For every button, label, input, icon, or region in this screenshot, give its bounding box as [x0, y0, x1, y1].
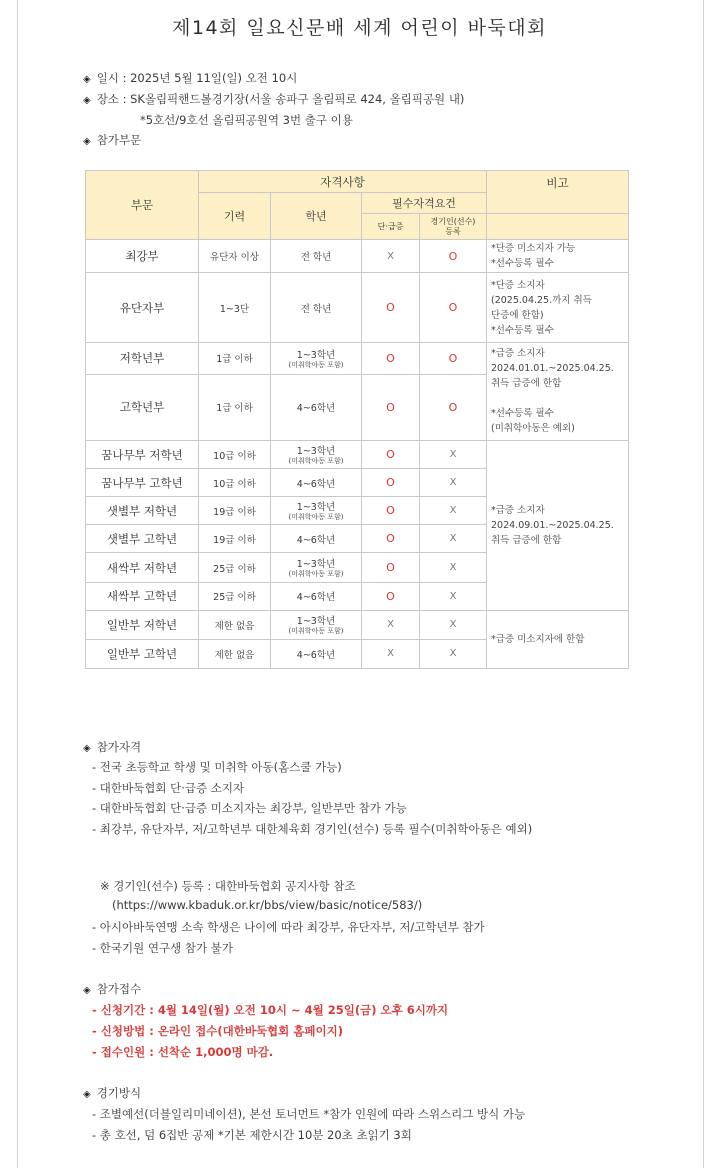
division-cell: 샛별부 고학년: [86, 525, 199, 553]
registration-heading: [83, 981, 141, 997]
remark-line: 취득 급증에 한함: [491, 534, 562, 546]
remark-line: [491, 391, 628, 406]
header-athlete: [420, 214, 487, 240]
skill-cell: 19급 이하: [199, 525, 271, 553]
grade-cell: 4~6학년: [271, 525, 362, 553]
grade-text: 1~3학년: [296, 349, 336, 361]
cert-mark: X: [362, 610, 420, 639]
division-heading: [83, 132, 141, 148]
remark-line: 2024.01.01.~2025.04.25.: [491, 363, 614, 375]
grade-cell: [271, 342, 362, 374]
remark-line: 2024.09.01.~2025.04.25.: [491, 519, 614, 531]
skill-cell: 유단자 이상: [199, 240, 271, 273]
grade-text: 1~3학년: [296, 616, 336, 628]
athlete-mark: X: [420, 497, 487, 525]
diamond-icon: ◈: [83, 1089, 91, 1100]
grade-note: (미취학아동 포함): [288, 457, 344, 466]
division-cell: 꿈나무부 고학년: [86, 469, 199, 497]
skill-cell: 제한 없음: [199, 639, 271, 668]
division-cell: 최강부: [86, 240, 199, 273]
remark-cell-4: [487, 441, 629, 611]
diamond-icon: ◈: [83, 95, 91, 106]
remark-line: (2025.04.25.까지 취득: [491, 294, 592, 306]
cert-mark: O: [362, 553, 420, 582]
division-cell: 새싹부 저학년: [86, 553, 199, 582]
grade-cell: 4~6학년: [271, 469, 362, 497]
skill-cell: 제한 없음: [199, 610, 271, 639]
remark-line: *급증 미소지자에 한함: [491, 633, 585, 645]
grade-text: 1~3학년: [296, 559, 336, 571]
cert-mark: O: [362, 469, 420, 497]
header-remark-blank: [487, 214, 629, 240]
notice-url-link[interactable]: (https://www.kbaduk.or.kr/bbs/view/basic/notice/583/): [112, 898, 423, 912]
remark-line: *급증 소지자: [491, 504, 545, 516]
division-cell: 새싹부 고학년: [86, 582, 199, 610]
table-row: [86, 441, 629, 469]
cert-mark: O: [362, 497, 420, 525]
header-required: 필수자격요건: [362, 193, 487, 214]
place-sub-text: *5호선/9호선 올림픽공원역 3번 출구 이용: [140, 113, 353, 127]
grade-cell: [271, 553, 362, 582]
remark-line: *단증 미소지자 가능: [491, 243, 576, 255]
grade-text: 1~3학년: [296, 446, 336, 458]
remark-line: *선수등록 필수: [491, 258, 554, 270]
place-text: 장소 : SK올림픽핸드볼경기장(서울 송파구 올림픽로 424, 올림픽공원 내): [96, 92, 465, 106]
table-row: [86, 610, 629, 639]
eligibility-item: - 한국기원 연구생 참가 불가: [92, 941, 233, 955]
page-border-left: [17, 0, 18, 1168]
cert-mark: O: [362, 374, 420, 440]
division-table: [85, 170, 629, 669]
eligibility-heading: [83, 739, 141, 755]
grade-text: 1~3학년: [296, 502, 336, 514]
athlete-mark: X: [420, 582, 487, 610]
remark-line: 단증에 한함): [491, 309, 544, 321]
registration-capacity: - 접수인원 : 선착순 1,000명 마감.: [92, 1045, 274, 1059]
athlete-mark: O: [420, 240, 487, 273]
diamond-icon: ◈: [83, 136, 91, 147]
skill-cell: 25급 이하: [199, 582, 271, 610]
skill-cell: 25급 이하: [199, 553, 271, 582]
header-grade: 학년: [271, 193, 362, 240]
eligibility-item: - 전국 초등학교 학생 및 미취학 아동(홈스쿨 가능): [92, 760, 342, 774]
cert-mark: O: [362, 582, 420, 610]
athlete-mark: X: [420, 639, 487, 668]
registration-period: - 신청기간 : 4월 14일(월) 오전 10시 ~ 4월 25일(금) 오후 6시까지: [92, 1003, 449, 1017]
eligibility-item: - 대한바둑협회 단·급증 미소지자는 최강부, 일반부만 참가 가능: [92, 801, 407, 815]
eligibility-item: - 최강부, 유단자부, 저/고학년부 대한체육회 경기인(선수) 등록 필수(미취학아동은 예외): [92, 822, 533, 836]
remark-line: (미취학아동은 예외): [491, 423, 575, 435]
division-heading-text: 참가부문: [96, 133, 142, 147]
grade-cell: 4~6학년: [271, 639, 362, 668]
grade-note: (미취학아동 포함): [288, 360, 344, 369]
header-athlete-line1: 경기인(선수): [430, 216, 476, 226]
remark-line: *선수등록 필수: [491, 408, 554, 420]
athlete-mark: X: [420, 553, 487, 582]
grade-cell: 4~6학년: [271, 582, 362, 610]
remark-cell-1: [487, 240, 629, 273]
page-title: 제14회 일요신문배 세계 어린이 바둑대회: [172, 17, 547, 39]
format-item: - 조별예선(더블일리미네이션), 본선 토너먼트 *참가 인원에 따라 스위스리그 방식 가능: [92, 1107, 526, 1121]
remark-line: 취득 급증에 한함: [491, 378, 562, 390]
registration-method: - 신청방법 : 온라인 접수(대한바둑협회 홈페이지): [92, 1024, 343, 1038]
cert-mark: X: [362, 240, 420, 273]
skill-cell: 1급 이하: [199, 342, 271, 374]
registration-heading-text: 참가접수: [96, 982, 142, 996]
diamond-icon: ◈: [83, 743, 91, 754]
diamond-icon: ◈: [83, 985, 91, 996]
header-division: 부문: [86, 171, 199, 240]
cert-mark: O: [362, 273, 420, 342]
remark-line: *선수등록 필수: [491, 324, 554, 336]
division-cell: 꿈나무부 저학년: [86, 441, 199, 469]
remark-cell-2: [487, 273, 629, 342]
remark-cell-5: [487, 610, 629, 668]
division-cell: 저학년부: [86, 342, 199, 374]
athlete-mark: O: [420, 342, 487, 374]
format-item: - 총 호선, 덤 6집반 공제 *기본 제한시간 10분 20초 초읽기 3회: [92, 1128, 412, 1142]
cert-mark: O: [362, 441, 420, 469]
date-text: 일시 : 2025년 5월 11일(일) 오전 10시: [96, 71, 298, 85]
grade-cell: 전 학년: [271, 240, 362, 273]
grade-cell: 4~6학년: [271, 374, 362, 440]
grade-cell: [271, 497, 362, 525]
cert-mark: X: [362, 639, 420, 668]
division-cell: 샛별부 저학년: [86, 497, 199, 525]
table-row: [86, 273, 629, 342]
division-cell: 유단자부: [86, 273, 199, 342]
athlete-mark: O: [420, 273, 487, 342]
division-cell: 고학년부: [86, 374, 199, 440]
grade-note: (미취학아동 포함): [288, 513, 344, 522]
format-heading-text: 경기방식: [96, 1086, 142, 1100]
header-qualification: 자격사항: [199, 171, 487, 193]
skill-cell: 1급 이하: [199, 374, 271, 440]
header-skill: 기력: [199, 193, 271, 240]
diamond-icon: ◈: [83, 74, 91, 85]
place-line: [83, 91, 464, 107]
athlete-mark: X: [420, 610, 487, 639]
grade-cell: [271, 610, 362, 639]
grade-cell: 전 학년: [271, 273, 362, 342]
table-row: [86, 240, 629, 273]
date-line: [83, 70, 297, 86]
grade-note: (미취학아동 포함): [288, 627, 344, 636]
grade-cell: [271, 441, 362, 469]
skill-cell: 1~3단: [199, 273, 271, 342]
table-row: [86, 342, 629, 374]
header-athlete-line2: 등록: [445, 226, 461, 236]
eligibility-heading-text: 참가자격: [96, 740, 142, 754]
format-heading: [83, 1085, 141, 1101]
athlete-mark: X: [420, 469, 487, 497]
athlete-mark: X: [420, 525, 487, 553]
cert-mark: O: [362, 525, 420, 553]
eligibility-item: - 대한바둑협회 단·급증 소지자: [92, 781, 245, 795]
division-cell: 일반부 고학년: [86, 639, 199, 668]
skill-cell: 19급 이하: [199, 497, 271, 525]
remark-line: *급증 소지자: [491, 348, 545, 360]
remark-cell-3: [487, 342, 629, 440]
page-border-right: [703, 0, 704, 1168]
remark-line: *단증 소지자: [491, 279, 545, 291]
skill-cell: 10급 이하: [199, 469, 271, 497]
header-remark: 비고: [487, 171, 629, 214]
athlete-register-note: ※ 경기인(선수) 등록 : 대한바둑협회 공지사항 참조: [100, 879, 356, 893]
cert-mark: O: [362, 342, 420, 374]
grade-note: (미취학아동 포함): [288, 570, 344, 579]
division-cell: 일반부 저학년: [86, 610, 199, 639]
skill-cell: 10급 이하: [199, 441, 271, 469]
athlete-mark: O: [420, 374, 487, 440]
eligibility-item: - 아시아바둑연맹 소속 학생은 나이에 따라 최강부, 유단자부, 저/고학년부 참가: [92, 920, 485, 934]
athlete-mark: X: [420, 441, 487, 469]
header-cert: 단·급증: [362, 214, 420, 240]
